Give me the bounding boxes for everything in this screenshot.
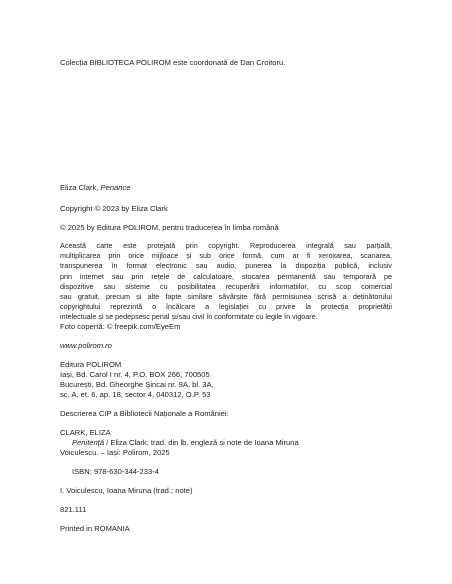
photo-credit: Foto copertă: © freepik.com/EyeEm bbox=[60, 322, 181, 331]
original-title: Penance bbox=[100, 183, 131, 192]
legal-line: dispozitive sau sisteme cu posibilitatea recuperării informațiilor, cu scop comercial bbox=[60, 281, 392, 291]
original-author-title bbox=[60, 183, 392, 193]
publisher-name: Editura POLIROM bbox=[60, 360, 122, 369]
legal-line: transpunerea în format electronic sau audio, punerea la dispoziția publică, inclusiv bbox=[60, 261, 392, 271]
legal-line: Această carte este protejată prin copyright. Reproducerea integrală sau parțială, bbox=[60, 241, 392, 250]
website-link[interactable]: www.polirom.ro bbox=[60, 341, 112, 350]
publisher-address-line: sc. A, et. 6, ap. 18, sector 4, 040312, O.P. 53 bbox=[60, 390, 211, 399]
legal-line: multiplicarea prin orice mijloace și sub orice formă, cum ar fi xeroxarea, scanarea, bbox=[60, 251, 392, 261]
cip-udc: 821.111 bbox=[60, 505, 87, 514]
copyright-original: Copyright © 2023 by Eliza Clark bbox=[60, 204, 168, 213]
original-author: Eliza Clark, bbox=[60, 183, 99, 192]
cip-index-entry: I. Voiculescu, Ioana Miruna (trad.; note) bbox=[60, 486, 193, 495]
legal-line: intelectuale și se pedepsesc penal și/sau civil în conformitate cu legile în vigoare. bbox=[60, 312, 318, 322]
legal-line: prin internet sau prin rețele de calculatoare, stocarea permanentă sau temporară pe bbox=[60, 271, 392, 281]
cip-heading: Descrierea CIP a Bibliotecii Naționale a României: bbox=[60, 409, 229, 418]
publisher-address-line: Iași, Bd. Carol I nr. 4, P.O. BOX 266, 700505 bbox=[60, 370, 210, 379]
copyright-translation: © 2025 by Editura POLIROM, pentru traducerea în limba română bbox=[60, 223, 279, 232]
legal-line: sau gratuit, precum și alte fapte similare săvârșite fără permisiunea scrisă a deținătorului bbox=[60, 292, 392, 302]
publisher-address-line: București, Bd. Gheorghe Șincai nr. 9A, bl. 3A, bbox=[60, 380, 214, 389]
cip-title: Penitență bbox=[72, 438, 105, 447]
cip-description-continued: Voiculescu. – Iași: Polirom, 2025 bbox=[60, 448, 170, 457]
isbn: ISBN: 978-630-344-233-4 bbox=[72, 467, 159, 476]
legal-notice bbox=[60, 241, 392, 323]
series-note: Colecția BIBLIOTECA POLIROM este coordonată de Dan Croitoru. bbox=[60, 58, 286, 67]
cip-author: CLARK, ELIZA bbox=[60, 428, 111, 437]
printed-in: Printed in ROMANIA bbox=[60, 524, 130, 533]
legal-line: copyrightului reprezintă o încălcare a legislației cu privire la protecția proprietății bbox=[60, 302, 392, 312]
cip-description bbox=[72, 438, 392, 448]
cip-description-rest: / Eliza Clark; trad. din lb. engleză și note de Ioana Miruna bbox=[104, 438, 299, 447]
